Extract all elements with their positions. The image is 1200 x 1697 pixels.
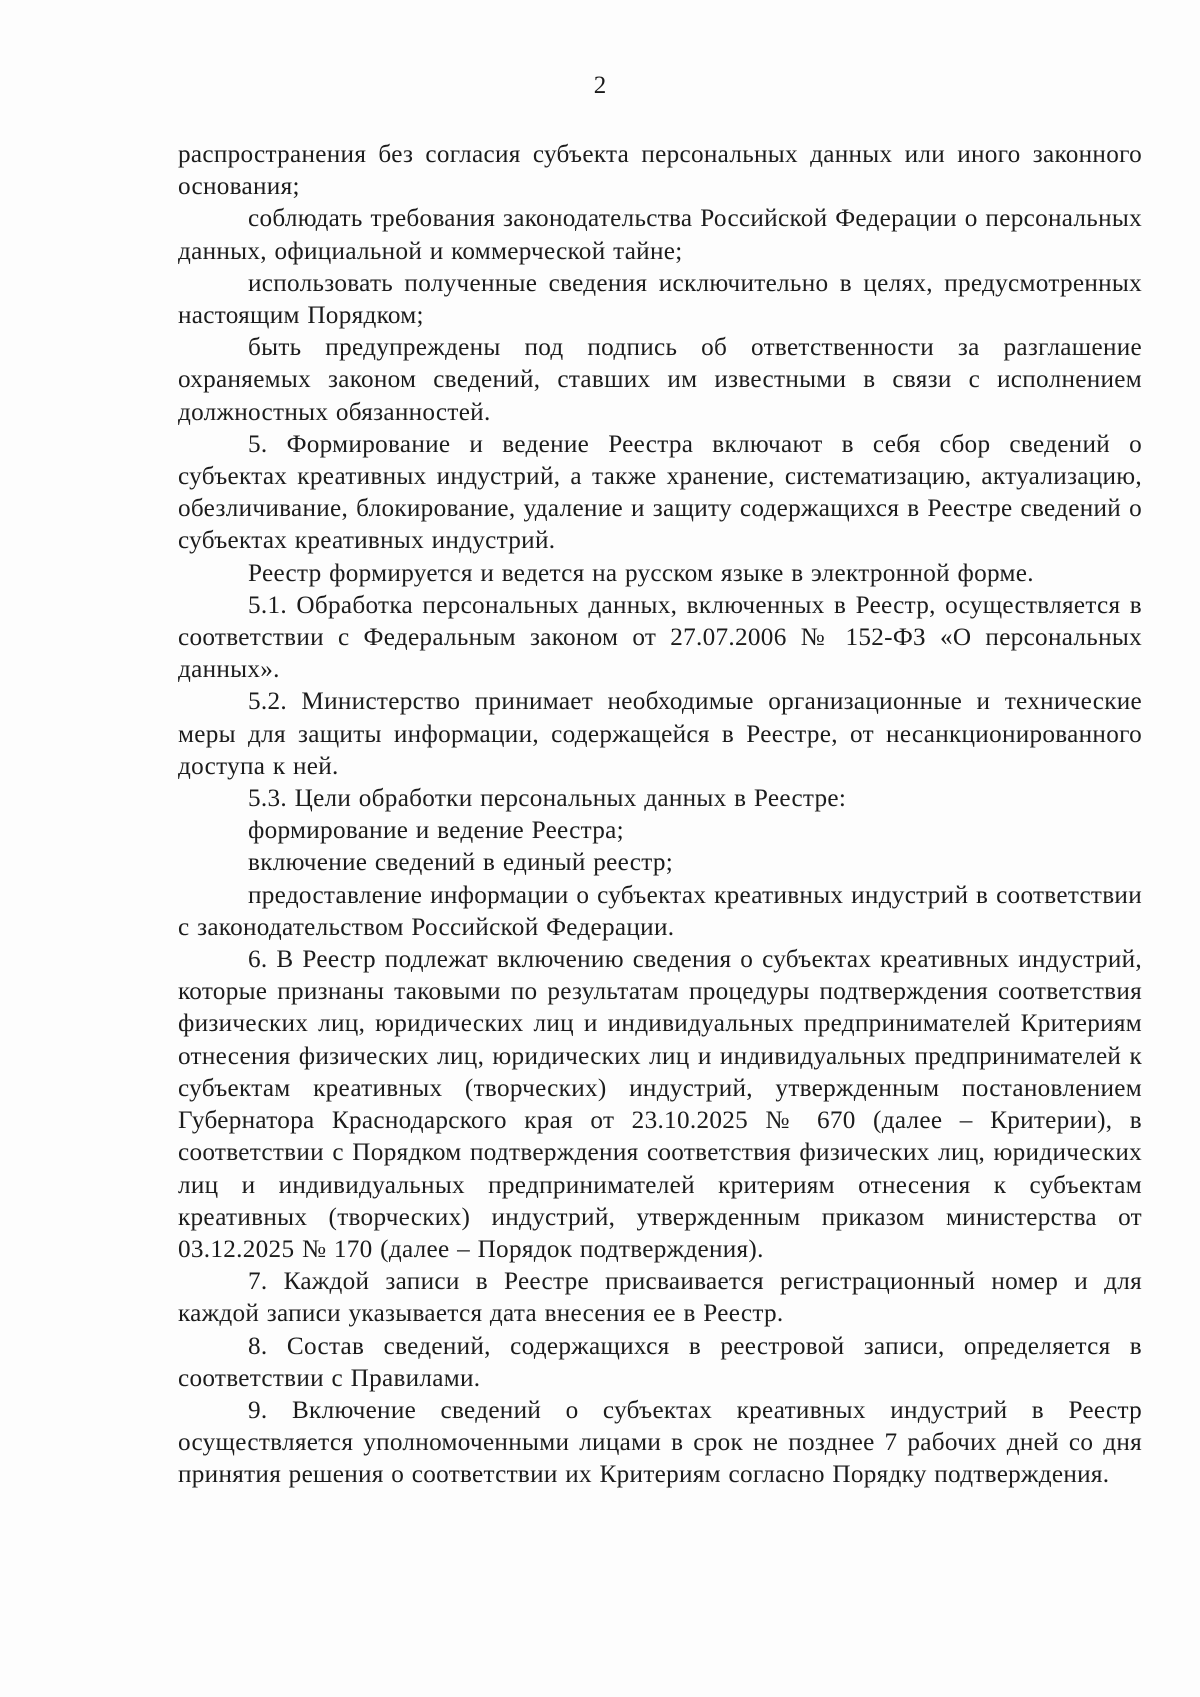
paragraph: 5.2. Министерство принимает необходимые организационные и технические меры для защиты информации, содержащейся в Реестре, от несанкционированного доступа к ней. — [178, 688, 1142, 780]
paragraph: Реестр формируется и ведется на русском языке в электронной форме. — [248, 559, 1034, 587]
paragraph: быть предупреждены под подпись об ответственности за разглашение охраняемых законом сведений, ставших им известными в связи с исполнением должностных обязанностей. — [178, 334, 1142, 426]
paragraph: формирование и ведение Реестра; — [248, 817, 624, 845]
paragraph: включение сведений в единый реестр; — [248, 849, 674, 877]
paragraph: 5. Формирование и ведение Реестра включают в себя сбор сведений о субъектах креативных индустрий, а также хранение, систематизацию, актуализацию, обезличивание, блокирование, удаление и защиту содержащихся в Реестре сведений о субъектах креативных индустрий. — [178, 430, 1142, 555]
paragraph: соблюдать требования законодательства Российской Федерации о персональных данных, официальной и коммерческой тайне; — [178, 205, 1142, 265]
paragraph: распространения без согласия субъекта персональных данных или иного законного основания; — [178, 141, 1142, 201]
page-number: 2 — [593, 72, 607, 99]
paragraph: 8. Состав сведений, содержащихся в реестровой записи, определяется в соответствии с Правилами. — [178, 1332, 1142, 1392]
paragraph: предоставление информации о субъектах креативных индустрий в соответствии с законодательством Российской Федерации. — [178, 881, 1142, 941]
paragraph: 5.3. Цели обработки персональных данных в Реестре: — [248, 785, 847, 813]
paragraph: использовать полученные сведения исключительно в целях, предусмотренных настоящим Порядком; — [178, 269, 1142, 330]
paragraph: 9. Включение сведений о субъектах креативных индустрий в Реестр осуществляется уполномоченными лицами в срок не позднее 7 рабочих дней со дня принятия решения о соответствии их Критериям согласно Порядку подтверждения. — [178, 1396, 1142, 1489]
paragraph: 5.1. Обработка персональных данных, включенных в Реестр, осуществляется в соответствии с Федеральным законом от 27.07.2006 № 152-ФЗ «О персональных данных». — [178, 591, 1142, 684]
paragraph: 6. В Реестр подлежат включению сведения о субъектах креативных индустрий, которые признаны таковыми по результатам процедуры подтверждения соответствия физических лиц, юридических лиц и индивидуальных предпринимателей Критериям отнесения физических лиц, юридических лиц и индивидуальных предпринимателей к субъектам креативных (творческих) индустрий, утвержденным постановлением Губернатора Краснодарского края от 23.10.2025 № 670 (далее – Критерии), в соответствии с Порядком подтверждения соответствия физических лиц, юридических лиц и индивидуальных предпринимателей критериям отнесения к субъектам креативных (творческих) индустрий, утвержденным приказом министерства от 03.12.2025 № 170 (далее – Порядок подтверждения). — [178, 946, 1142, 1263]
paragraph: 7. Каждой записи в Реестре присваивается регистрационный номер и для каждой записи указывается дата внесения ее в Реестр. — [178, 1268, 1142, 1328]
document-body — [178, 139, 1142, 1492]
